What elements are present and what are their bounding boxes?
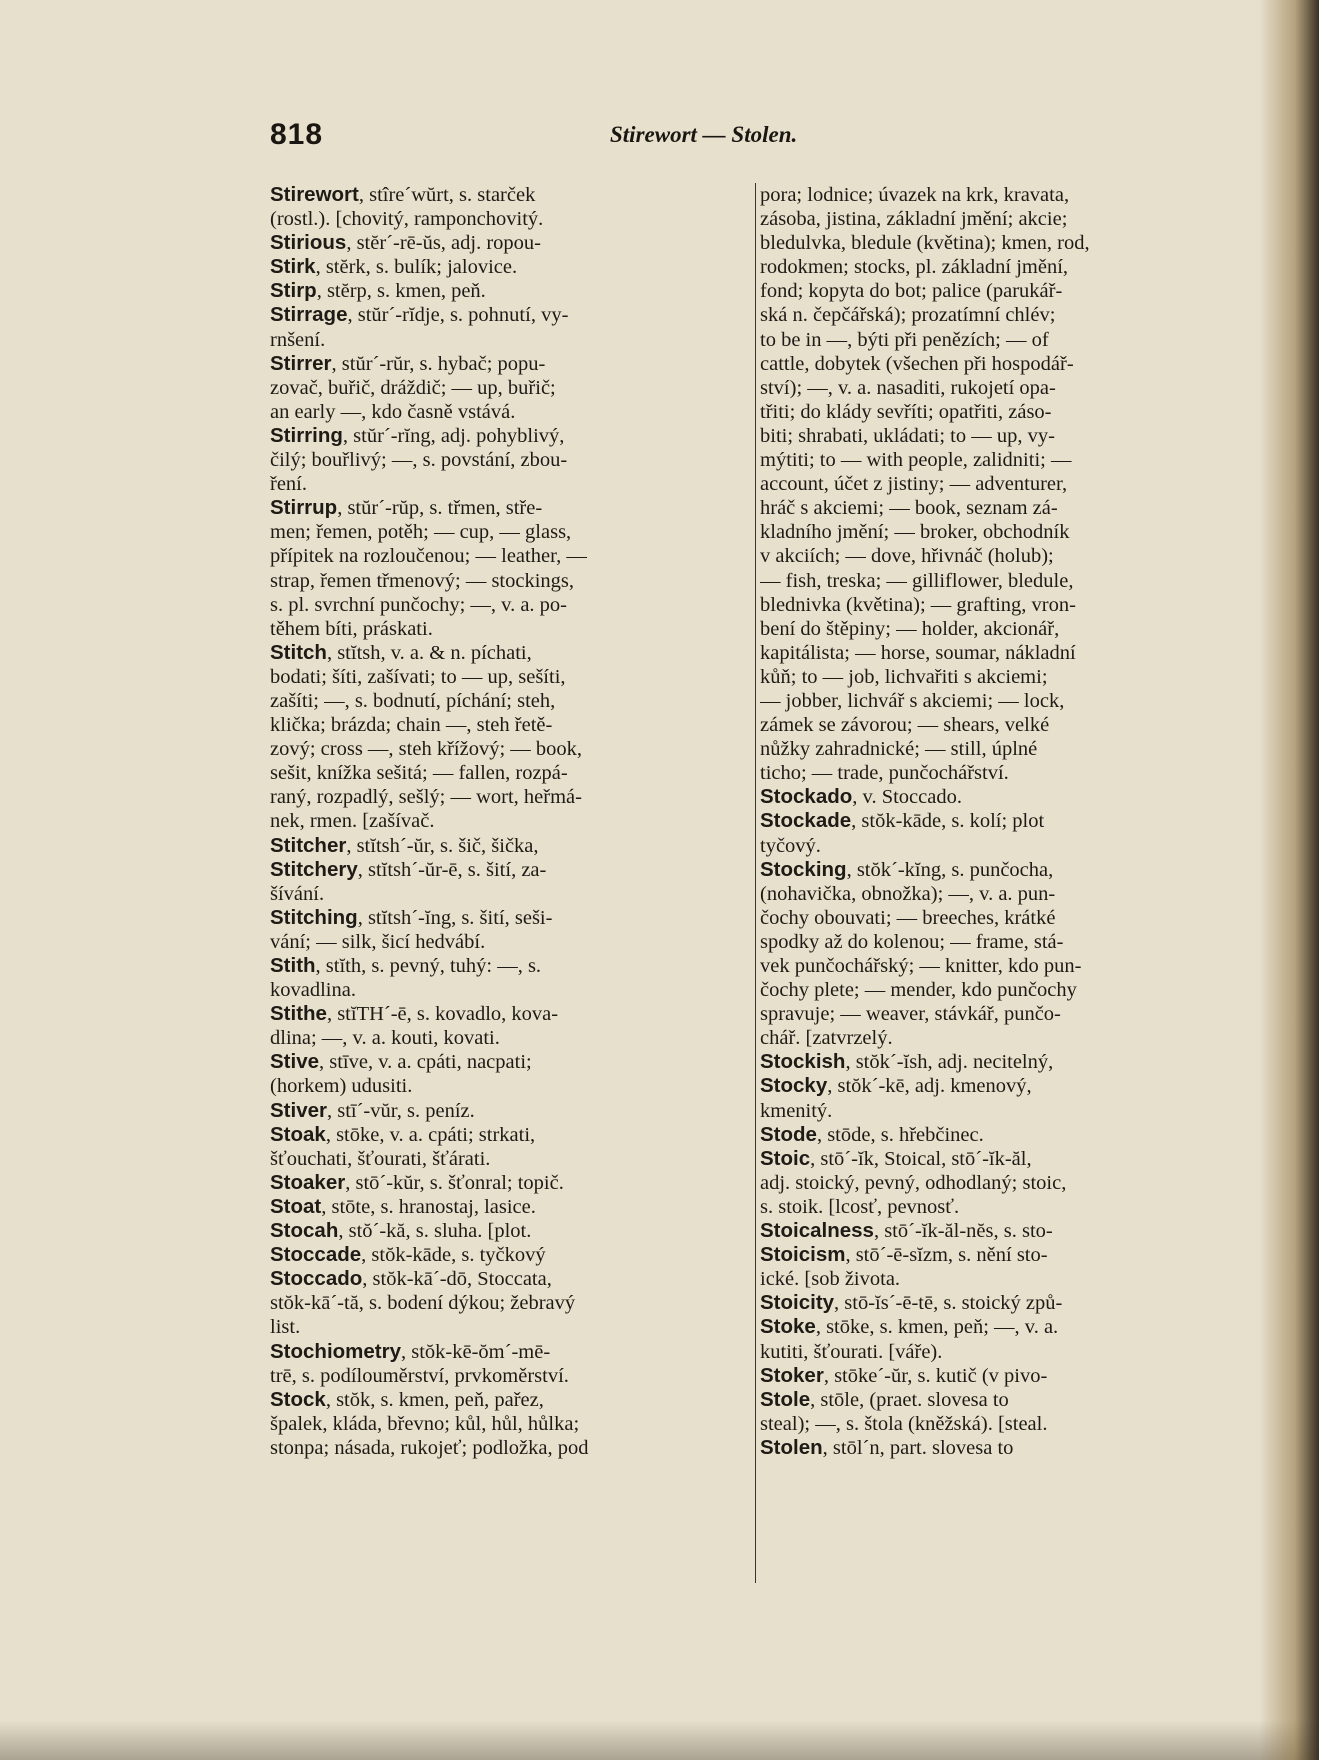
entry-line: list. bbox=[270, 1316, 301, 1339]
entry-line: nek, rmen. [zašívač. bbox=[270, 810, 435, 833]
entry-line: čilý; bouřlivý; —, s. povstání, zbou- bbox=[270, 449, 568, 472]
page-bottom-shadow bbox=[0, 1720, 1319, 1760]
headword: Stoke bbox=[760, 1315, 816, 1339]
entry-line: Stith, stĭth, s. pevný, tuhý: —, s. bbox=[270, 954, 542, 977]
headword: Stocking bbox=[760, 857, 847, 881]
headword: Stoicity bbox=[760, 1291, 835, 1315]
entry-line: chář. [zatvrzelý. bbox=[760, 1027, 893, 1050]
headword: Stoic bbox=[760, 1146, 811, 1170]
headword: Stoat bbox=[270, 1194, 322, 1218]
headword: Stitching bbox=[270, 905, 358, 929]
entry-line: zámek se závorou; — shears, velké bbox=[760, 714, 1050, 737]
entry-line: Stirrage, stŭr´-rĭdje, s. pohnutí, vy- bbox=[270, 303, 569, 327]
entry-line: bení do štěpiny; — holder, akcionář, bbox=[760, 617, 1060, 640]
entry-line: kapitálista; — horse, soumar, nákladní bbox=[760, 641, 1076, 664]
headword: Stirrage bbox=[270, 303, 348, 327]
headword: Stitchery bbox=[270, 857, 358, 881]
headword: Stoccade bbox=[270, 1243, 362, 1267]
entry-line: špalek, kláda, břevno; kůl, hůl, hůlka; bbox=[270, 1412, 580, 1435]
entry-line: mýtiti; to — with people, zalidniti; — bbox=[760, 449, 1072, 472]
entry-line: Stitchery, stĭtsh´-ŭr-ē, s. šití, za- bbox=[270, 857, 547, 881]
column-divider bbox=[755, 183, 756, 1583]
headword: Stirk bbox=[270, 255, 316, 279]
entry-line: šťouchati, šťourati, šťárati. bbox=[270, 1147, 491, 1170]
entry-line: kutiti, šťourati. [váře). bbox=[760, 1340, 943, 1363]
entry-line: Stirring, stŭr´-rĭng, adj. pohyblivý, bbox=[270, 423, 565, 447]
headword: Stoicism bbox=[760, 1243, 846, 1267]
entry-line: Stirk, stĕrk, s. bulík; jalovice. bbox=[270, 255, 518, 279]
entry-line: Stitcher, stĭtsh´-ŭr, s. šič, šička, bbox=[270, 833, 539, 857]
entry-line: tyčový. bbox=[760, 834, 821, 857]
entry-line: čochy obouvati; — breeches, krátké bbox=[760, 906, 1056, 929]
page-number: 818 bbox=[270, 118, 324, 151]
entry-line: čochy plete; — mender, kdo punčochy bbox=[760, 979, 1077, 1002]
entry-line: hráč s akciemi; — book, seznam zá- bbox=[760, 497, 1058, 520]
headword: Stith bbox=[270, 954, 316, 977]
entry-line: blednivka (květina); — grafting, vron- bbox=[760, 593, 1076, 616]
headword: Stive bbox=[270, 1050, 319, 1074]
entry-line: bledulvka, bledule (květina); kmen, rod, bbox=[760, 232, 1090, 255]
running-head: Stirewort — Stolen. bbox=[610, 122, 798, 147]
entry-line: zašíti; —, s. bodnutí, píchání; steh, bbox=[270, 689, 556, 712]
headword: Stirp bbox=[270, 279, 317, 303]
entry-line: kmenitý. bbox=[760, 1099, 833, 1122]
entry-line: Stockado, v. Stoccado. bbox=[760, 785, 962, 809]
entry-line: ticho; — trade, punčochářství. bbox=[760, 762, 1009, 785]
headword: Stolen bbox=[760, 1435, 823, 1459]
entry-line: Stithe, stĭTH´-ē, s. kovadlo, kova- bbox=[270, 1002, 559, 1026]
entry-line: Stirewort, stîre´wŭrt, s. starček bbox=[270, 183, 536, 206]
entry-line: Stoaker, stō´-kŭr, s. šťonral; topič. bbox=[270, 1170, 564, 1194]
headword: Stithe bbox=[270, 1002, 327, 1026]
entry-line: Stoker, stōke´-ŭr, s. kutič (v pivo- bbox=[760, 1363, 1048, 1387]
headword: Stode bbox=[760, 1122, 817, 1146]
entry-line: Stock, stŏk, s. kmen, peň, pařez, bbox=[270, 1387, 544, 1411]
entry-line: Stoicalness, stō´-ĭk-ăl-nĕs, s. sto- bbox=[760, 1219, 1053, 1243]
headword: Stocky bbox=[760, 1074, 828, 1098]
entry-line: raný, rozpadlý, sešlý; — wort, heřmá- bbox=[270, 786, 582, 809]
entry-line: v akciích; — dove, hřivnáč (holub); bbox=[760, 545, 1054, 568]
entry-line: (horkem) udusiti. bbox=[270, 1075, 413, 1098]
entry-line: Stockish, stŏk´-ĭsh, adj. necitelný, bbox=[760, 1050, 1054, 1074]
entry-line: trē, s. podílouměrství, prvkoměrství. bbox=[270, 1364, 569, 1387]
entry-line: šívání. bbox=[270, 882, 325, 905]
entry-line: vek punčochářský; — knitter, kdo pun- bbox=[760, 955, 1082, 977]
entry-line: an early —, kdo časně vstává. bbox=[270, 400, 516, 423]
entry-line: kovadlina. bbox=[270, 979, 356, 1002]
entry-line: ská n. čepčářská); prozatímní chlév; bbox=[760, 304, 1056, 327]
headword: Stirious bbox=[270, 231, 347, 255]
entry-line: fond; kopyta do bot; palice (parukář- bbox=[760, 280, 1063, 303]
entry-line: Stitching, stĭtsh´-ĭng, s. šití, seši- bbox=[270, 905, 553, 929]
entry-line: Stode, stōde, s. hřebčinec. bbox=[760, 1122, 984, 1146]
headword: Stirewort bbox=[270, 183, 359, 206]
headword: Stock bbox=[270, 1387, 326, 1411]
entry-line: Stive, stīve, v. a. cpáti, nacpati; bbox=[270, 1050, 532, 1074]
headword: Stole bbox=[760, 1387, 811, 1411]
entry-line: nůžky zahradnické; — still, úplné bbox=[760, 738, 1038, 761]
headword: Stitch bbox=[270, 640, 327, 664]
entry-line: Stockade, stŏk-kāde, s. kolí; plot bbox=[760, 809, 1045, 833]
entry-line: vání; — silk, šicí hedvábí. bbox=[270, 930, 486, 953]
entry-line: kůň; to — job, lichvařiti s akciemi; bbox=[760, 665, 1048, 688]
headword: Stockish bbox=[760, 1050, 846, 1074]
entry-line: cattle, dobytek (všechen při hospodář- bbox=[760, 352, 1074, 375]
entry-line: Stocah, stŏ´-kă, s. sluha. [plot. bbox=[270, 1219, 532, 1243]
entry-line: stonpa; násada, rukojeť; podložka, pod bbox=[270, 1436, 589, 1459]
headword: Stockado bbox=[760, 785, 853, 809]
entry-line: těhem bíti, práskati. bbox=[270, 617, 433, 640]
headword: Stoak bbox=[270, 1122, 326, 1146]
entry-line: Stirious, stĕr´-rē-ŭs, adj. ropou- bbox=[270, 231, 542, 255]
entry-line: spodky až do kolenou; — frame, stá- bbox=[760, 930, 1064, 953]
entry-line: spravuje; — weaver, stávkář, punčo- bbox=[760, 1003, 1061, 1026]
entry-line: account, účet z jistiny; — adventurer, bbox=[760, 473, 1068, 496]
entry-line: Stoak, stōke, v. a. cpáti; strkati, bbox=[270, 1122, 536, 1146]
headword: Stirring bbox=[270, 423, 343, 447]
entry-line: adj. stoický, pevný, odhodlaný; stoic, bbox=[760, 1171, 1067, 1194]
headword: Stoker bbox=[760, 1363, 824, 1387]
entry-line: Stiver, stī´-vŭr, s. peníz. bbox=[270, 1098, 475, 1122]
entry-line: Stirp, stĕrp, s. kmen, peň. bbox=[270, 279, 486, 303]
entry-line: stŏk-kā´-tă, s. bodení dýkou; žebravý bbox=[270, 1292, 576, 1315]
entry-line: zový; cross —, steh křížový; — book, bbox=[270, 738, 583, 761]
entry-line: sešit, knížka sešitá; — fallen, rozpá- bbox=[270, 762, 568, 785]
entry-line: Stocky, stŏk´-kē, adj. kmenový, bbox=[760, 1074, 1032, 1098]
entry-line: s. stoik. [lcosť, pevnosť. bbox=[760, 1195, 960, 1218]
headword: Stoccado bbox=[270, 1267, 363, 1291]
entry-line: pora; lodnice; úvazek na krk, kravata, bbox=[760, 184, 1070, 206]
entry-line: Stochiometry, stŏk-kē-ŏm´-mē- bbox=[270, 1339, 551, 1363]
entry-line: Stocking, stŏk´-kĭng, s. punčocha, bbox=[760, 857, 1054, 881]
page-header bbox=[270, 118, 1230, 158]
entry-line: kladního jmění; — broker, obchodník bbox=[760, 521, 1070, 544]
entry-line: Stoicism, stō´-ē-sĭzm, s. nění sto- bbox=[760, 1243, 1048, 1267]
entry-line: dlina; —, v. a. kouti, kovati. bbox=[270, 1027, 500, 1050]
entry-line: klička; brázda; chain —, steh řetě- bbox=[270, 714, 553, 737]
entry-line: třiti; do klády sevříti; opatřiti, záso- bbox=[760, 400, 1052, 423]
headword: Stirrer bbox=[270, 351, 332, 375]
entry-line: ření. bbox=[270, 473, 307, 496]
entry-line: Stirrup, stŭr´-rŭp, s. třmen, stře- bbox=[270, 496, 543, 520]
entry-line: rodokmen; stocks, pl. základní jmění, bbox=[760, 256, 1069, 279]
entry-line: Stoke, stōke, s. kmen, peň; —, v. a. bbox=[760, 1315, 1059, 1339]
headword: Stockade bbox=[760, 809, 852, 833]
entry-line: men; řemen, potěh; — cup, — glass, bbox=[270, 521, 572, 544]
entry-line: strap, řemen třmenový; — stockings, bbox=[270, 569, 575, 592]
headword: Stirrup bbox=[270, 496, 338, 520]
headword: Stitcher bbox=[270, 833, 347, 857]
entry-line: — fish, treska; — gilliflower, bledule, bbox=[760, 569, 1074, 592]
headword: Stoicalness bbox=[760, 1219, 874, 1243]
entry-line: Stoat, stōte, s. hranostaj, lasice. bbox=[270, 1194, 536, 1218]
entry-line: rnšení. bbox=[270, 328, 326, 351]
entry-line: ické. [sob života. bbox=[760, 1268, 901, 1291]
headword: Stochiometry bbox=[270, 1339, 401, 1363]
entry-line: s. pl. svrchní punčochy; —, v. a. po- bbox=[270, 593, 568, 616]
entry-line: Stitch, stĭtsh, v. a. & n. píchati, bbox=[270, 640, 532, 664]
entry-line: bodati; šíti, zašívati; to — up, sešíti, bbox=[270, 665, 566, 688]
entry-line: (rostl.). [chovitý, ramponchovitý. bbox=[270, 208, 544, 231]
headword: Stoaker bbox=[270, 1170, 346, 1194]
entry-line: ství); —, v. a. nasaditi, rukojetí opa- bbox=[760, 376, 1056, 399]
entry-line: — jobber, lichvář s akciemi; — lock, bbox=[760, 689, 1065, 712]
left-column bbox=[270, 183, 750, 1563]
entry-line: přípitek na rozloučenou; — leather, — bbox=[270, 545, 587, 568]
entry-line: Stoccado, stŏk-kā´-dō, Stoccata, bbox=[270, 1267, 552, 1291]
entry-line: steal); —, s. štola (kněžská). [steal. bbox=[760, 1412, 1048, 1435]
entry-line: Stole, stōle, (praet. slovesa to bbox=[760, 1387, 1009, 1411]
entry-line: (nohavička, obnožka); —, v. a. pun- bbox=[760, 882, 1056, 905]
right-column bbox=[760, 183, 1230, 1563]
entry-line: zásoba, jistina, základní jmění; akcie; bbox=[760, 208, 1068, 231]
entry-line: Stoccade, stŏk-kāde, s. tyčkový bbox=[270, 1243, 546, 1267]
entry-line: Stirrer, stŭr´-rŭr, s. hybač; popu- bbox=[270, 351, 546, 375]
headword: Stocah bbox=[270, 1219, 339, 1243]
entry-line: zovač, buřič, dráždič; — up, buřič; bbox=[270, 376, 556, 399]
headword: Stiver bbox=[270, 1098, 327, 1122]
entry-line: to be in —, býti při penězích; — of bbox=[760, 328, 1049, 351]
entry-line: biti; shrabati, ukládati; to — up, vy- bbox=[760, 424, 1055, 447]
entry-line: Stoicity, stō-ĭs´-ē-tē, s. stoický způ- bbox=[760, 1291, 1063, 1315]
entry-line: Stolen, stōl´n, part. slovesa to bbox=[760, 1435, 1014, 1459]
entry-line: Stoic, stō´-ĭk, Stoical, stō´-ĭk-ăl, bbox=[760, 1146, 1032, 1170]
